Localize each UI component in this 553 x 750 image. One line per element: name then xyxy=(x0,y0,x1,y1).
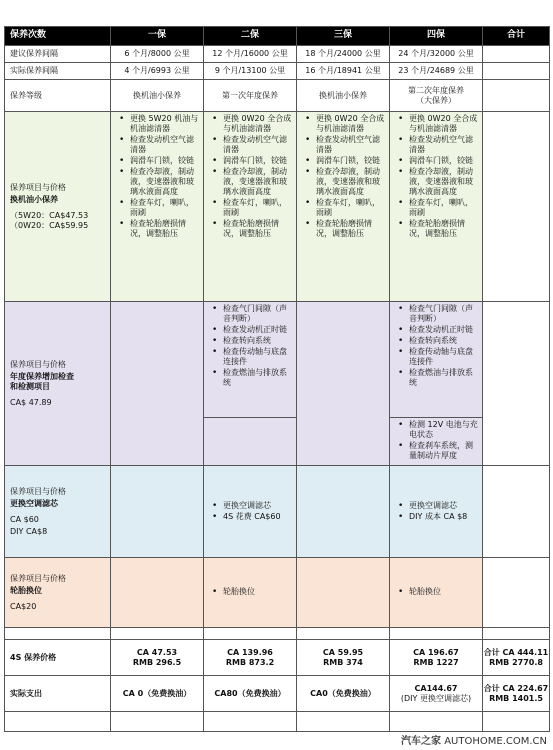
suggested-interval-cell: 6 个月/8000 公里 xyxy=(111,46,204,63)
footer-blank-cell xyxy=(483,712,550,732)
actual-interval-cell: 9 个月/13100 公里 xyxy=(204,63,297,80)
tire-items-3 xyxy=(297,558,390,628)
spacer-row xyxy=(5,628,550,640)
level-cell xyxy=(390,80,483,112)
autohome-watermark xyxy=(401,732,547,747)
level-label: 保养等级 xyxy=(5,80,111,112)
annual-service-title-2: 和检测项目 xyxy=(10,381,50,391)
tire-rotation-title: 轮胎换位 xyxy=(10,585,42,595)
level-cell xyxy=(483,80,550,112)
level-cell: 换机油小保养 xyxy=(297,80,390,112)
level-cell-sub: （大保养） xyxy=(416,95,456,105)
ac-items-3 xyxy=(297,466,390,558)
actual-spend-total xyxy=(483,676,550,712)
suggested-interval-cell: 12 个月/16000 公里 xyxy=(204,46,297,63)
price-4s-rmb: RMB 873.2 xyxy=(225,657,275,667)
oil-service-items-4 xyxy=(390,112,483,302)
checklist-item: • 检查冷却液，制动液，变速器液和玻璃水液面高度 xyxy=(303,167,385,197)
price-4s-rmb: RMB 374 xyxy=(323,657,363,667)
maintenance-table xyxy=(4,26,550,732)
header-second: 二保 xyxy=(204,27,297,46)
annual-service-label: 保养项目与价格 xyxy=(10,359,66,369)
annual-items-2 xyxy=(204,302,297,418)
annual-items-3 xyxy=(297,302,390,466)
price-4s-cell xyxy=(297,640,390,676)
actual-spend-row xyxy=(5,676,550,712)
checklist-item: • 检查发动机空气滤清器 xyxy=(396,135,478,155)
ac-filter-total xyxy=(483,466,550,558)
checklist-item: • 检查发动机正时链 xyxy=(396,325,478,335)
tire-rotation-row xyxy=(5,558,550,628)
price-4s-row xyxy=(5,640,550,676)
suggested-interval-cell: 18 个月/24000 公里 xyxy=(297,46,390,63)
checklist-item: • 更换 0W20 全合成与机油滤清器 xyxy=(210,114,292,134)
oil-service-items-3 xyxy=(297,112,390,302)
oil-items-list xyxy=(204,112,296,242)
ac-filter-title: 更换空调滤芯 xyxy=(10,498,58,508)
ac-filter-price-diy: DIY CA$8 xyxy=(10,526,48,536)
suggested-interval-row xyxy=(5,46,550,63)
actual-spend-cell: CA 0（免费换油） xyxy=(111,676,204,712)
checklist-item: • 检查车灯，喇叭，雨刷 xyxy=(303,198,385,218)
checklist-item: • 检查燃油与排放系统 xyxy=(396,368,478,388)
watermark-logo: 汽车之家 xyxy=(401,736,442,747)
oil-service-price-5w20: （5W20：CA$47.53 xyxy=(10,210,89,220)
oil-items-list xyxy=(111,112,203,242)
price-4s-rmb: RMB 1227 xyxy=(413,657,459,667)
annual-items-2b xyxy=(204,418,297,466)
actual-interval-cell: 4 个月/6993 公里 xyxy=(111,63,204,80)
header-first: 一保 xyxy=(111,27,204,46)
header-fourth: 四保 xyxy=(390,27,483,46)
checklist-item: • 更换 0W20 全合成与机油滤清器 xyxy=(303,114,385,134)
spacer-cell xyxy=(5,628,111,640)
checklist-item: • 检查冷却液，制动液，变速器液和玻璃水液面高度 xyxy=(396,167,478,197)
header-count: 保养次数 xyxy=(5,27,111,46)
oil-items-list xyxy=(297,112,389,242)
tire-items-list xyxy=(204,585,296,600)
checklist-item: • 更换 0W20 全合成与机油滤清器 xyxy=(396,114,478,134)
checklist-item: • 检查气门间隙（声音判断） xyxy=(396,304,478,324)
actual-interval-row xyxy=(5,63,550,80)
annual-service-total xyxy=(483,302,550,466)
annual-items-4a xyxy=(390,302,483,418)
level-row xyxy=(5,80,550,112)
header-row xyxy=(5,27,550,46)
price-4s-label: 4S 保养价格 xyxy=(5,640,111,676)
tire-items-list xyxy=(390,585,482,600)
ac-filter-label-cell xyxy=(5,466,111,558)
maintenance-table-sheet xyxy=(4,26,549,732)
checklist-item: • 检查轮胎磨损情况，调整胎压 xyxy=(396,219,478,239)
oil-service-row xyxy=(5,112,550,302)
price-4s-total-ca: 合计 CA 444.11 xyxy=(483,647,549,657)
spacer-cell xyxy=(204,628,297,640)
tire-items-1 xyxy=(111,558,204,628)
ac-items-list xyxy=(390,499,482,525)
checklist-item: • 润滑车门锁，铰链 xyxy=(117,156,199,166)
checklist-item: • 检查轮胎磨损情况，调整胎压 xyxy=(117,219,199,239)
spacer-cell xyxy=(483,628,550,640)
checklist-item: • 更换空调滤芯 xyxy=(210,501,292,511)
actual-spend-note: (DIY 更换空调滤芯) xyxy=(400,693,472,703)
tire-rotation-price: CA$20 xyxy=(10,601,37,611)
annual-items-list xyxy=(390,302,482,391)
actual-interval-label: 实际保养间隔 xyxy=(5,63,111,80)
ac-items-list xyxy=(204,499,296,525)
footer-blank-cell xyxy=(204,712,297,732)
level-cell: 第一次年度保养 xyxy=(204,80,297,112)
price-4s-cell xyxy=(111,640,204,676)
price-4s-ca: CA 59.95 xyxy=(322,647,364,657)
actual-spend-cell xyxy=(390,676,483,712)
checklist-item: • 4S 花费 CA$60 xyxy=(210,512,292,522)
footer-blank-cell xyxy=(390,712,483,732)
price-4s-rmb: RMB 296.5 xyxy=(132,657,182,667)
price-4s-ca: CA 139.96 xyxy=(227,647,273,657)
tire-items-2 xyxy=(204,558,297,628)
level-cell: 换机油小保养 xyxy=(111,80,204,112)
oil-service-items-2 xyxy=(204,112,297,302)
checklist-item: • 检测 12V 电池与充电状态 xyxy=(396,420,478,440)
ac-filter-price-4s: CA $60 xyxy=(10,514,39,524)
oil-service-items-1 xyxy=(111,112,204,302)
tire-items-4 xyxy=(390,558,483,628)
checklist-item: • 轮胎换位 xyxy=(210,587,292,597)
ac-filter-row xyxy=(5,466,550,558)
annual-service-title-1: 年度保养增加检查 xyxy=(10,371,74,381)
annual-service-price: CA$ 47.89 xyxy=(10,397,52,407)
checklist-item: • 更换空调滤芯 xyxy=(396,501,478,511)
annual-items-4b xyxy=(390,418,483,466)
ac-items-1 xyxy=(111,466,204,558)
checklist-item: • 检查发动机空气滤清器 xyxy=(210,135,292,155)
level-cell-main: 第二次年度保养 xyxy=(408,85,464,95)
watermark-site: AUTOHOME.COM.CN xyxy=(444,736,547,747)
checklist-item: • 润滑车门锁，铰链 xyxy=(210,156,292,166)
footer-blank-cell xyxy=(111,712,204,732)
checklist-item: • 检查发动机空气滤清器 xyxy=(303,135,385,155)
annual-service-row xyxy=(5,302,550,418)
actual-interval-cell xyxy=(483,63,550,80)
ac-items-4 xyxy=(390,466,483,558)
checklist-item: • 检查传动轴与底盘连接件 xyxy=(210,347,292,367)
tire-rotation-label-cell xyxy=(5,558,111,628)
oil-service-label-cell xyxy=(5,112,111,302)
checklist-item: • DIY 成本 CA $8 xyxy=(396,512,478,522)
checklist-item: • 检查转向系统 xyxy=(396,336,478,346)
oil-service-total xyxy=(483,112,550,302)
checklist-item: • 检查冷却液，制动液，变速器液和玻璃水液面高度 xyxy=(210,167,292,197)
actual-spend-cell: CA0（免费换油） xyxy=(297,676,390,712)
header-total: 合计 xyxy=(483,27,550,46)
checklist-item: • 检查发动机正时链 xyxy=(210,325,292,335)
annual-items-list xyxy=(204,302,296,391)
price-4s-total-rmb: RMB 2770.8 xyxy=(489,657,543,667)
checklist-item: • 检查发动机空气滤清器 xyxy=(117,135,199,155)
checklist-item: • 检查气门间隙（声音判断） xyxy=(210,304,292,324)
checklist-item: • 检查冷却液，制动液，变速器液和玻璃水液面高度 xyxy=(117,167,199,197)
checklist-item: • 检查车灯，喇叭，雨刷 xyxy=(396,198,478,218)
suggested-interval-cell xyxy=(483,46,550,63)
spacer-cell xyxy=(390,628,483,640)
actual-interval-cell: 23 个月/24689 公里 xyxy=(390,63,483,80)
tire-rotation-total xyxy=(483,558,550,628)
annual-items-list-extra xyxy=(390,418,482,464)
checklist-item: • 检查燃油与排放系统 xyxy=(210,368,292,388)
spacer-cell xyxy=(111,628,204,640)
annual-service-label-cell xyxy=(5,302,111,466)
checklist-item: • 轮胎换位 xyxy=(396,587,478,597)
price-4s-total xyxy=(483,640,550,676)
footer-blank-row xyxy=(5,712,550,732)
footer-blank-cell xyxy=(297,712,390,732)
actual-spend-total-rmb: RMB 1401.5 xyxy=(489,693,543,703)
actual-interval-cell: 16 个月/18941 公里 xyxy=(297,63,390,80)
price-4s-ca: CA 47.53 xyxy=(136,647,178,657)
price-4s-cell xyxy=(390,640,483,676)
checklist-item: • 检查传动轴与底盘连接件 xyxy=(396,347,478,367)
checklist-item: • 检查轮胎磨损情况，调整胎压 xyxy=(210,219,292,239)
checklist-item: • 润滑车门锁，铰链 xyxy=(396,156,478,166)
actual-spend-label: 实际支出 xyxy=(5,676,111,712)
actual-spend-total-ca: 合计 CA 224.67 xyxy=(483,683,549,693)
oil-service-title: 换机油小保养 xyxy=(10,194,58,204)
annual-items-1 xyxy=(111,302,204,466)
actual-spend-cell: CA80（免费换油） xyxy=(204,676,297,712)
actual-spend-amount: CA144.67 xyxy=(414,683,458,693)
checklist-item: • 检查轮胎磨损情况，调整胎压 xyxy=(303,219,385,239)
checklist-item: • 润滑车门锁，铰链 xyxy=(303,156,385,166)
tire-rotation-label: 保养项目与价格 xyxy=(10,573,66,583)
price-4s-cell xyxy=(204,640,297,676)
header-third: 三保 xyxy=(297,27,390,46)
oil-service-price-0w20: （0W20：CA$59.95 xyxy=(10,220,89,230)
footer-blank-cell xyxy=(5,712,111,732)
oil-service-label: 保养项目与价格 xyxy=(10,182,66,192)
checklist-item: • 检查车灯，喇叭，雨刷 xyxy=(117,198,199,218)
price-4s-ca: CA 196.67 xyxy=(413,647,459,657)
suggested-interval-label: 建议保养间隔 xyxy=(5,46,111,63)
oil-items-list xyxy=(390,112,482,242)
checklist-item: • 检查刹车系统，测量制动片厚度 xyxy=(396,441,478,461)
spacer-cell xyxy=(297,628,390,640)
ac-filter-label: 保养项目与价格 xyxy=(10,486,66,496)
checklist-item: • 检查转向系统 xyxy=(210,336,292,346)
checklist-item: • 更换 5W20 机油与机油滤清器 xyxy=(117,114,199,134)
checklist-item: • 检查车灯，喇叭，雨刷 xyxy=(210,198,292,218)
ac-items-2 xyxy=(204,466,297,558)
suggested-interval-cell: 24 个月/32000 公里 xyxy=(390,46,483,63)
